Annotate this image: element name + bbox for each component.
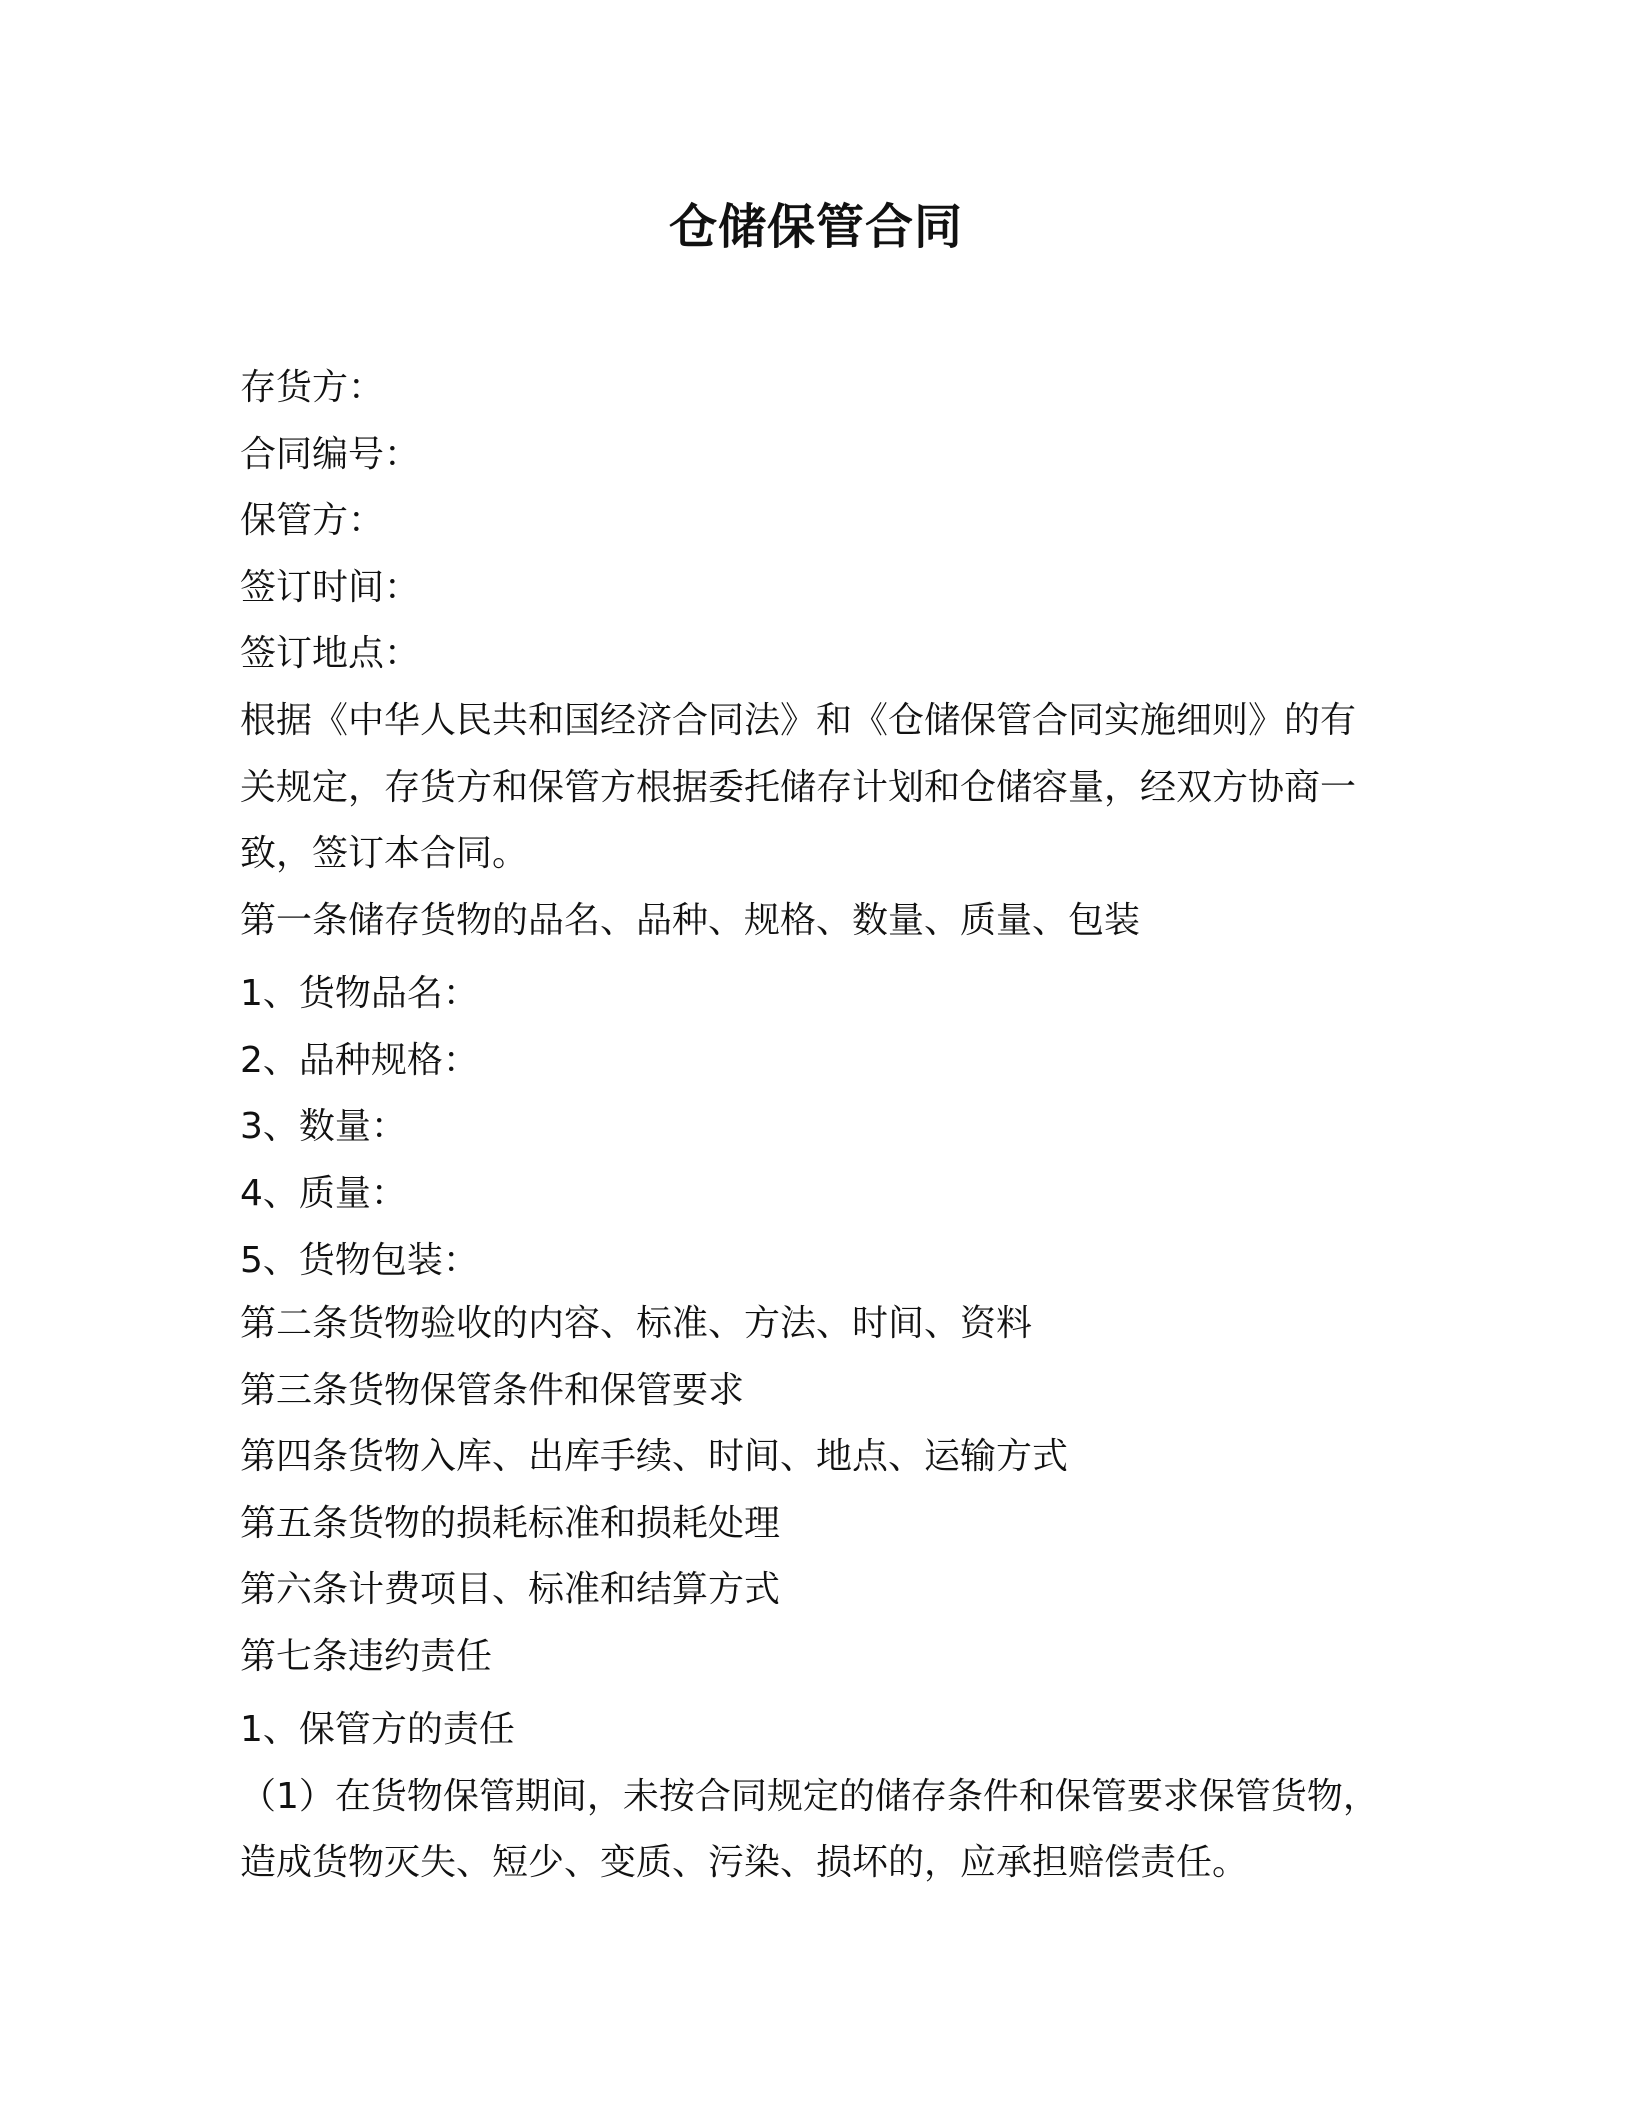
article-1-item: 5、货物包装： xyxy=(240,1240,479,1281)
article-1-item: 2、品种规格： xyxy=(240,1040,479,1081)
field-depositor: 存货方： xyxy=(240,367,385,408)
field-custodian: 保管方： xyxy=(240,500,385,541)
field-signing-place: 签订地点： xyxy=(240,633,421,674)
preamble-line: 关规定，存货方和保管方根据委托储存计划和仓储容量，经双方协商一 xyxy=(240,767,1357,808)
article-7-heading: 第七条违约责任 xyxy=(240,1636,493,1677)
document-title: 仓储保管合同 xyxy=(668,199,963,255)
preamble-line: 致，签订本合同。 xyxy=(240,833,529,874)
article-1-item: 1、货物品名： xyxy=(240,973,479,1014)
article-1-item: 4、质量： xyxy=(240,1173,407,1214)
clause-line: （1）在货物保管期间，未按合同规定的储存条件和保管要求保管货物， xyxy=(240,1776,1379,1817)
article-3-heading: 第三条货物保管条件和保管要求 xyxy=(240,1370,745,1411)
field-signing-time: 签订时间： xyxy=(240,567,421,608)
section-custodian-liability: 1、保管方的责任 xyxy=(240,1709,515,1750)
article-5-heading: 第五条货物的损耗标准和损耗处理 xyxy=(240,1503,781,1544)
article-2-heading: 第二条货物验收的内容、标准、方法、时间、资料 xyxy=(240,1303,1033,1344)
clause-line: 造成货物灭失、短少、变质、污染、损坏的，应承担赔偿责任。 xyxy=(240,1842,1249,1883)
field-contract-number: 合同编号： xyxy=(240,434,421,475)
article-4-heading: 第四条货物入库、出库手续、时间、地点、运输方式 xyxy=(240,1436,1069,1477)
article-6-heading: 第六条计费项目、标准和结算方式 xyxy=(240,1569,781,1610)
article-1-item: 3、数量： xyxy=(240,1106,407,1147)
article-1-heading: 第一条储存货物的品名、品种、规格、数量、质量、包装 xyxy=(240,900,1141,941)
preamble-line: 根据《中华人民共和国经济合同法》和《仓储保管合同实施细则》的有 xyxy=(240,700,1357,741)
